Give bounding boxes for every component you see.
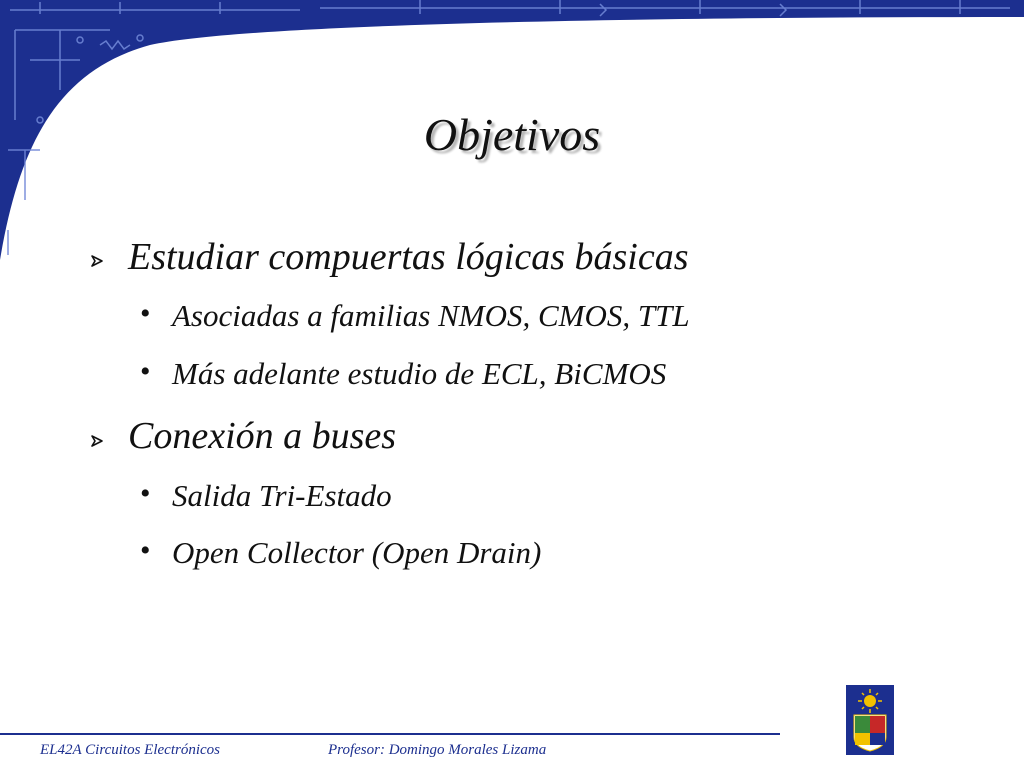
footer-professor: Profesor: Domingo Morales Lizama xyxy=(328,742,547,758)
sub-bullet-item: Asociadas a familias NMOS, CMOS, TTL xyxy=(172,298,690,333)
university-crest-icon xyxy=(846,685,894,755)
sub-bullet-item: Open Collector (Open Drain) xyxy=(172,535,542,570)
arrowhead-bullet-icon xyxy=(90,434,104,448)
footer-divider xyxy=(0,733,780,735)
slide-title: Objetivos xyxy=(423,109,601,160)
bullet-item: Estudiar compuertas lógicas básicas xyxy=(128,236,689,278)
footer-course: EL42A Circuitos Electrónicos xyxy=(40,742,220,758)
round-bullet-icon: • xyxy=(140,297,151,330)
round-bullet-icon: • xyxy=(140,355,151,388)
sub-bullet-item: Más adelante estudio de ECL, BiCMOS xyxy=(172,356,667,391)
sub-bullet-item: Salida Tri-Estado xyxy=(172,478,392,513)
round-bullet-icon: • xyxy=(140,477,151,510)
bullet-item: Conexión a buses xyxy=(128,415,397,457)
round-bullet-icon: • xyxy=(140,534,151,567)
arrowhead-bullet-icon xyxy=(90,254,104,268)
